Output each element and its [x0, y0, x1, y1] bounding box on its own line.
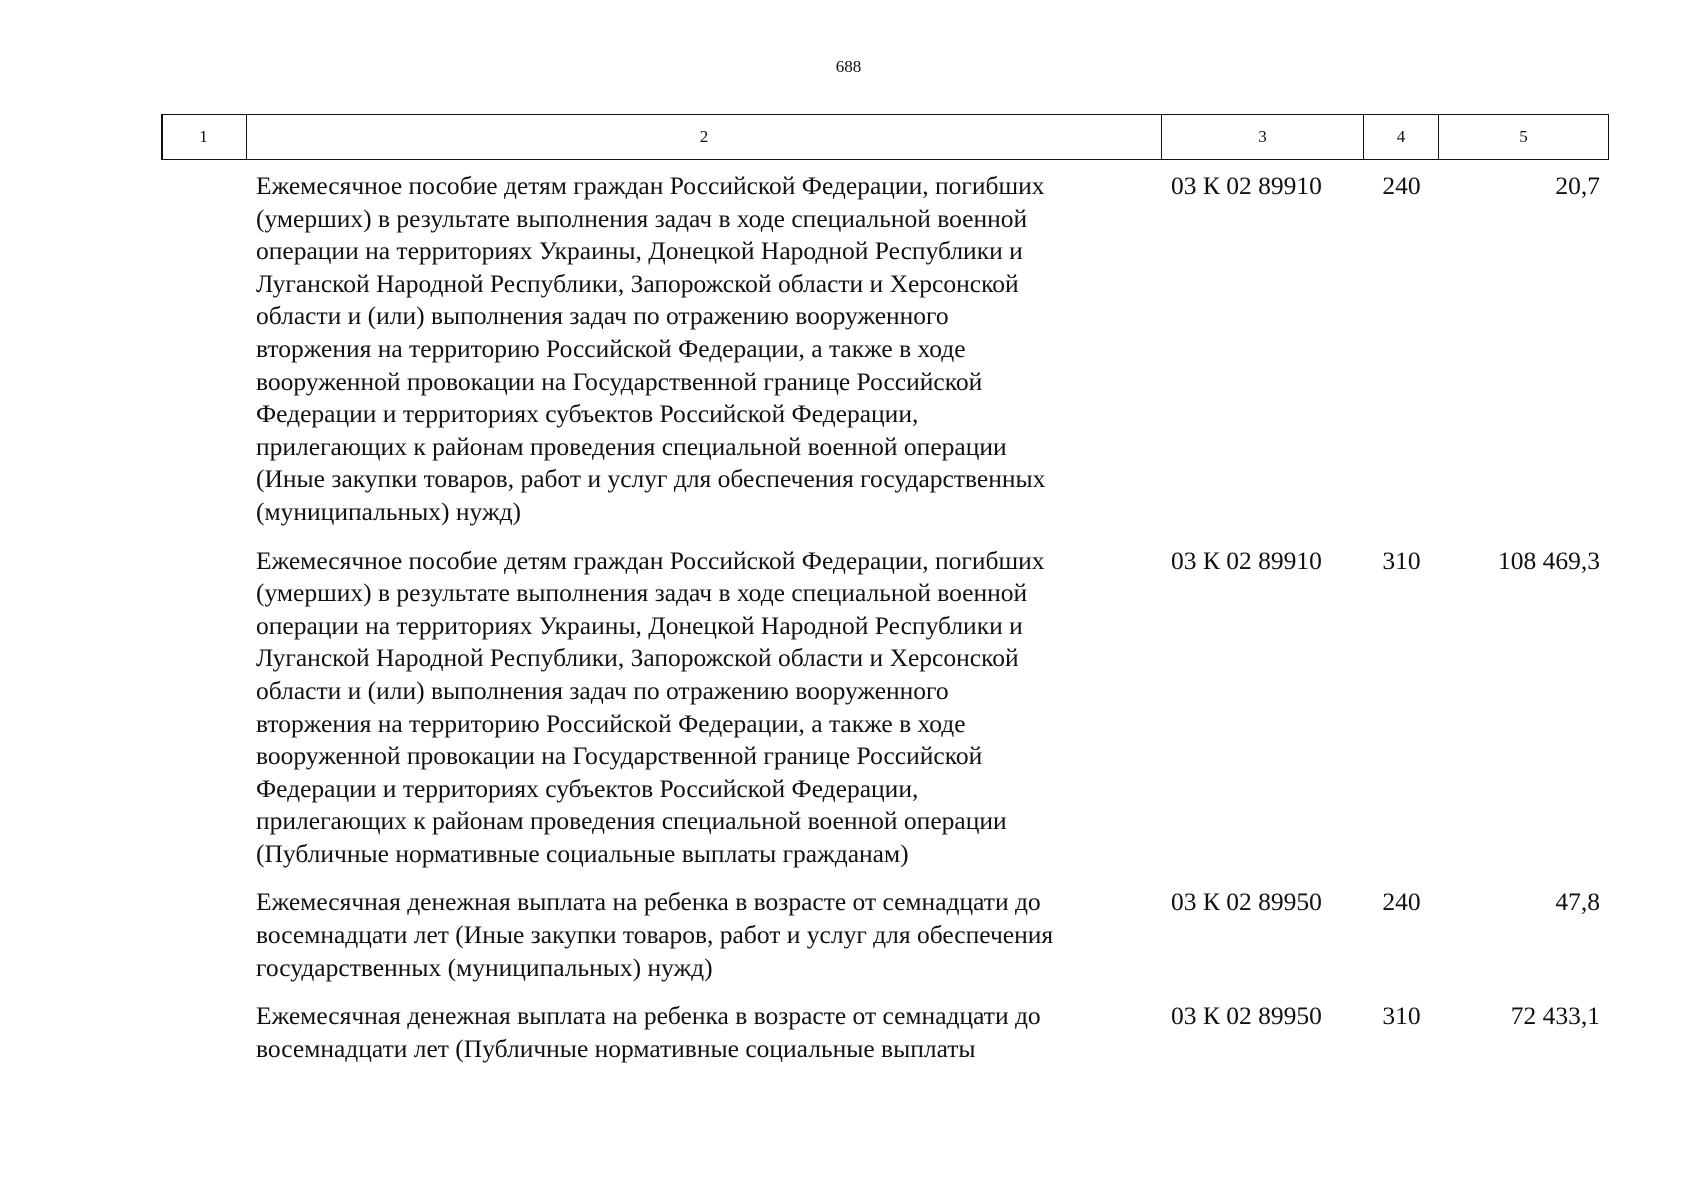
row-type: 310	[1382, 545, 1421, 575]
table-row	[161, 170, 1609, 529]
row-type: 240	[1382, 171, 1421, 200]
header-cell-1: 1	[161, 115, 247, 159]
row-amount: 72 433,1	[1510, 1001, 1600, 1031]
page-number: 688	[835, 57, 862, 76]
header-cell-5: 5	[1439, 115, 1609, 159]
row-name: Ежемесячная денежная выплата на ребенка в возрасте от семнадцати до восемнадцати лет (Публичные нормативные социальные выплаты	[256, 1001, 1041, 1063]
row-empty-cell	[161, 1000, 247, 1065]
table-row	[161, 886, 1609, 984]
table-row	[161, 1000, 1609, 1065]
header-cell-3: 3	[1162, 115, 1364, 159]
row-amount: 108 469,3	[1498, 545, 1600, 575]
row-empty-cell	[161, 545, 247, 871]
row-code: 03 К 02 89910	[1171, 545, 1322, 575]
table-header-row	[161, 114, 1609, 160]
row-type: 310	[1382, 1001, 1421, 1031]
row-code: 03 К 02 89950	[1171, 887, 1322, 917]
row-empty-cell	[161, 170, 247, 529]
row-code: 03 К 02 89910	[1171, 171, 1322, 200]
row-name: Ежемесячное пособие детям граждан Российской Федерации, погибших (умерших) в результате выполнения задач в ходе специальной военной операции на территориях Украины, Донецкой Народной Республики и Луганской Народной Республики, Запорожской области и Херсонской области и (или) выполнения задач по отражению вооруженного вторжения на территорию Российской Федерации, а также в ходе вооруженной провокации на Государственной границе Российской Федерации и территориях субъектов Российской Федерации, прилегающих к районам проведения специальной военной операции (Иные закупки товаров, работ и услуг для обеспечения государственных (муниципальных) нужд)	[256, 171, 1046, 526]
row-amount: 20,7	[1555, 171, 1600, 200]
table-body	[161, 170, 1609, 1065]
row-amount: 47,8	[1555, 887, 1600, 917]
header-cell-4: 4	[1364, 115, 1439, 159]
row-name: Ежемесячная денежная выплата на ребенка в возрасте от семнадцати до восемнадцати лет (Иные закупки товаров, работ и услуг для обеспечения государственных (муниципальных) нужд)	[256, 887, 1054, 982]
row-code: 03 К 02 89950	[1171, 1001, 1322, 1031]
header-cell-2: 2	[247, 115, 1162, 159]
row-name: Ежемесячное пособие детям граждан Российской Федерации, погибших (умерших) в результате выполнения задач в ходе специальной военной операции на территориях Украины, Донецкой Народной Республики и Луганской Народной Республики, Запорожской области и Херсонской области и (или) выполнения задач по отражению вооруженного вторжения на территорию Российской Федерации, а также в ходе вооруженной провокации на Государственной границе Российской Федерации и территориях субъектов Российской Федерации, прилегающих к районам проведения специальной военной операции (Публичные нормативные социальные выплаты гражданам)	[256, 545, 1045, 868]
table-row	[161, 545, 1609, 871]
row-type: 240	[1382, 887, 1421, 917]
row-empty-cell	[161, 886, 247, 984]
